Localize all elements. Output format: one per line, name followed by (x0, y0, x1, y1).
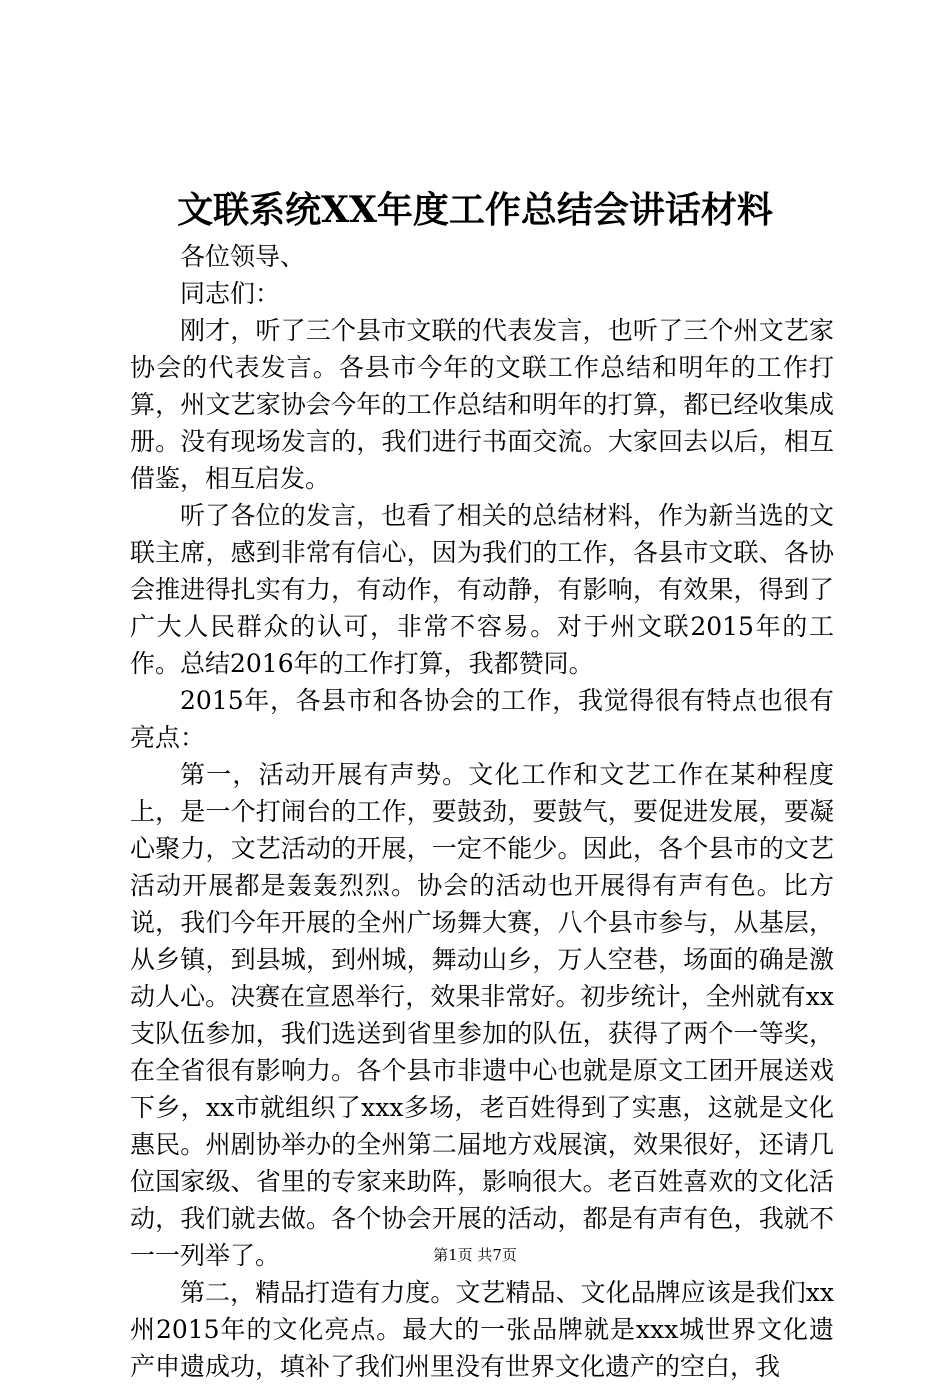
body-paragraph: 第二，精品打造有力度。文艺精品、文化品牌应该是我们xx州2015年的文化亮点。最大的一张品牌就是xxx城世界文化遗产申遗成功，填补了我们州里没有世界文化遗产的空白，我 (130, 1278, 834, 1381)
body-paragraph: 听了各位的发言，也看了相关的总结材料，作为新当选的文联主席，感到非常有信心，因为我们的工作，各县市文联、各协会推进得扎实有力，有动作，有动静，有影响，有效果，得到了广大人民群众的认可，非常不容易。对于州文联2015年的工作。总结2016年的工作打算，我都赞同。 (130, 501, 834, 678)
document-title: 文联系统XX年度工作总结会讲话材料 (177, 189, 773, 231)
body-paragraph: 2015年，各县市和各协会的工作，我觉得很有特点也很有亮点： (130, 686, 834, 752)
body-paragraph: 刚才，听了三个县市文联的代表发言，也听了三个州文艺家协会的代表发言。各县市今年的文联工作总结和明年的工作打算，州文艺家协会今年的工作总结和明年的打算，都已经收集成册。没有现场发言的，我们进行书面交流。大家回去以后，相互借鉴，相互启发。 (130, 316, 834, 493)
page-footer: 第1页 共7页 (433, 1246, 517, 1264)
salutation-line: 各位领导、 (180, 242, 306, 271)
body-paragraph: 第一，活动开展有声势。文化工作和文艺工作在某种程度上，是一个打闹台的工作，要鼓劲，要鼓气，要促进发展，要凝心聚力，文艺活动的开展，一定不能少。因此，各个县市的文艺活动开展都是轰轰烈烈。协会的活动也开展得有声有色。比方说，我们今年开展的全州广场舞大赛，八个县市参与，从基层，从乡镇，到县城，到州城，舞动山乡，万人空巷，场面的确是激动人心。决赛在宣恩举行，效果非常好。初步统计，全州就有xx支队伍参加，我们选送到省里参加的队伍，获得了两个一等奖，在全省很有影响力。各个县市非遗中心也就是原文工团开展送戏下乡，xx市就组织了xxx多场，老百姓得到了实惠，这就是文化惠民。州剧协举办的全州第二届地方戏展演，效果很好，还请几位国家级、省里的专家来助阵，影响很大。老百姓喜欢的文化活动，我们就去做。各个协会开展的活动，都是有声有色，我就不一一列举了。 (130, 760, 834, 1270)
document-body (130, 238, 834, 1385)
salutation-line: 同志们： (180, 279, 281, 308)
